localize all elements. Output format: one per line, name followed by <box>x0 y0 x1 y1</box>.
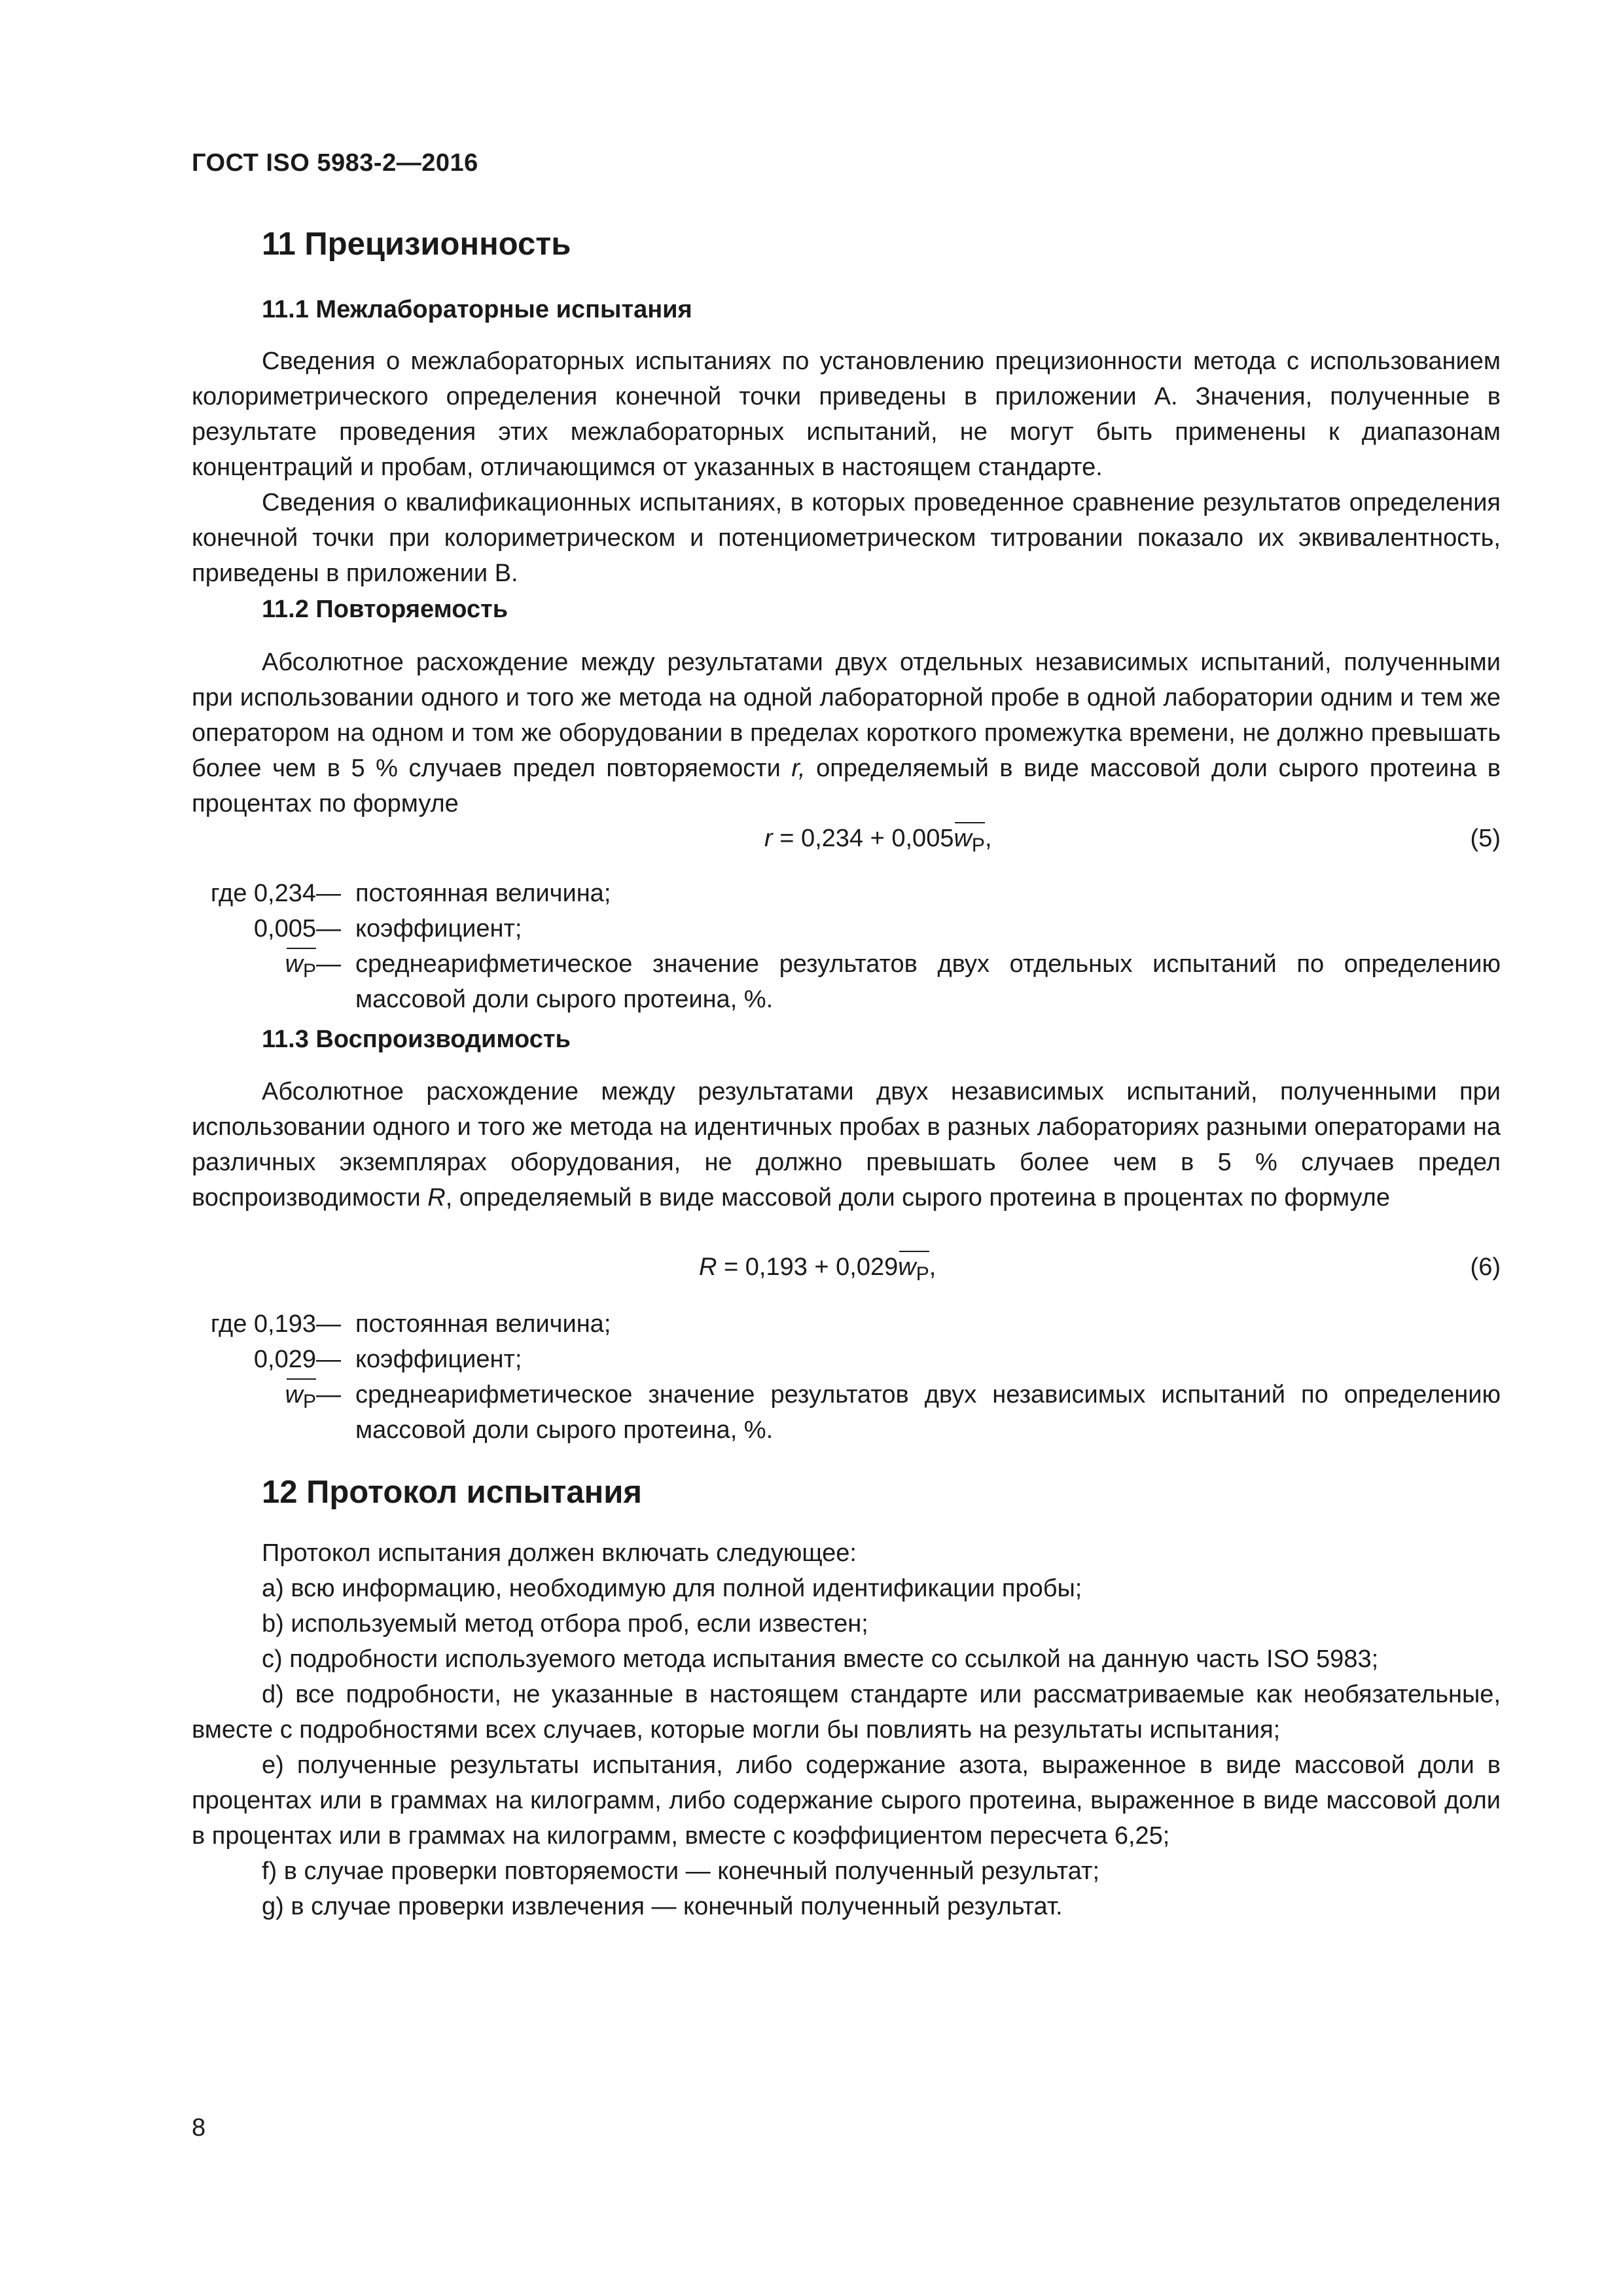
section-11-3-title: 11.3 Воспроизводимость <box>262 1026 571 1053</box>
section-12-title: 12 Протокол испытания <box>262 1475 642 1510</box>
section-11-1-paragraph-2: Сведения о квалификационных испытаниях, в которых проведенное сравнение результатов определения конечной точки при колориметрическом и потенциометрическом титровании показало их эквивалентность, приведены в приложении В. <box>192 489 1501 587</box>
section-11-2-paragraph: Абсолютное расхождение между результатами двух отдельных независимых испытаний, полученными при использовании одного и того же метода на одной лабораторной пробе в одной лаборатории одним и тем же оператором на одном и том же оборудовании в пределах короткого промежутка времени, не должно превышать более чем в 5 % случаев предел повторяемости r, определяемый в виде массовой доли сырого протеина в процентах по формуле <box>192 649 1501 817</box>
list-item: e) полученные результаты испытания, либо содержание азота, выраженное в виде массовой доли в процентах или в граммах на килограмм, либо содержание сырого протеина, выраженное в виде массовой доли в процентах или в граммах на килограмм, вместе с коэффициентом пересчета 6,25; <box>192 1751 1501 1850</box>
list-item: b) используемый метод отбора проб, если известен; <box>262 1610 868 1638</box>
legend-row: 0,005 — коэффициент; <box>253 915 522 942</box>
document-header: ГОСТ ISO 5983-2—2016 <box>192 149 478 177</box>
section-11-2-title: 11.2 Повторяемость <box>262 596 508 623</box>
section-12-list <box>192 1535 1501 1924</box>
legend-row: где 0,193 — постоянная величина; <box>210 1310 611 1338</box>
formula-number: (5) <box>1470 825 1501 852</box>
document-page: ГОСТ ISO 5983-2—2016 11 Прецизионность 11.1 Межлабораторные испытания Сведения о межлабораторных испытаниях по установлению прецизионности метода с использованием колориметрического определения конечной точки приведены в приложении А. Значения, полученные в результате проведения этих межлабораторных испытаний, не могут быть применены к диапазонам концентраций и пробам, отличающимся от указанных в настоящем стандарте. Сведения о квалификационных испытаниях, в которых проведенное сравнение результатов определения конечной точки при колориметрическом и потенциометрическом титровании показало их эквивалентность, приведены в приложении В. 11.2 Повторяемость Абсолютное расхождение между результатами двух отдельных независимых испытаний, полученными при использовании одного и того же метода на одной лабораторной пробе в одной лаборатории одним и тем же оператором на одном и том же оборудовании в пределах короткого промежутка времени, не должно превышать более чем в 5 % случаев предел повторяемости r, определяемый в виде массовой доли сырого протеина в процентах по формуле r = 0,234 + 0,005 $w_P$, (5) где 0,234 — постоянная величина; 0,005 — коэффициент; $w_P$ — среднеарифметическое значение результатов двух отдельных испытаний по определению массовой доли сырого протеина, %. 11.3 Воспроизводимость Абсолютное расхождение между результатами двух независимых испытаний, полученными при использовании одного и того же метода на идентичных пробах в разных лабораториях разными операторами на различных экземплярах оборудования, не должно превышать более чем в 5 % случаев предел воспроизводимости R, определяемый в виде массовой доли сырого протеина в процентах по формуле R = 0,193 + 0,029 $w_P$, (6) где 0,193 — постоянная величина; 0,029 — коэффициент; $w_P$ — среднеарифметическое значение результатов двух независимых испытаний по определению массовой доли сырого протеина, %. 12 Протокол испытания Протокол испытания должен включать следующее: a) всю информацию, необходимую для полной идентификации пробы; b) используемый метод отбора проб, если известен; c) подробности используемого метода испытания вместе со ссылкой на данную часть ISO 5983; d) все подробности, не указанные в настоящем стандарте или рассматриваемые как необязательные, вместе с подробностями всех случаев, которые могли бы повлиять на результаты испытания; e) полученные результаты испытания, либо содержание азота, выраженное в виде массовой доли в процентах или в граммах на килограмм, либо содержание сырого протеина, выраженное в виде массовой доли в процентах или в граммах на килограмм, вместе с коэффициентом пересчета 6,25; f) в случае проверки повторяемости — конечный полученный результат; g) в случае проверки извлечения — конечный полученный результат. 8 <box>192 149 1501 2142</box>
formula-6-legend <box>192 1306 1501 1448</box>
legend-row: $w_P$ — среднеарифметическое значение результатов двух отдельных испытаний по определению массовой доли сырого протеина, %. <box>192 946 1501 1017</box>
list-item: f) в случае проверки повторяемости — конечный полученный результат; <box>262 1857 1099 1885</box>
legend-row: $w_P$ — среднеарифметическое значение результатов двух независимых испытаний по определению массовой доли сырого протеина, %. <box>192 1377 1501 1448</box>
list-item: c) подробности используемого метода испытания вместе со ссылкой на данную часть ISO 5983; <box>262 1645 1379 1673</box>
list-item: g) в случае проверки извлечения — конечный полученный результат. <box>262 1893 1063 1920</box>
page-number: 8 <box>192 2114 206 2142</box>
legend-row: 0,029 — коэффициент; <box>253 1346 522 1373</box>
formula-number: (6) <box>1470 1253 1501 1281</box>
list-intro: Протокол испытания должен включать следующее: <box>262 1539 857 1567</box>
section-11-title: 11 Прецизионность <box>262 226 571 262</box>
section-11-1-title: 11.1 Межлабораторные испытания <box>262 296 692 323</box>
section-11-1-paragraph-1: Сведения о межлабораторных испытаниях по установлению прецизионности метода с использованием колориметрического определения конечной точки приведены в приложении А. Значения, полученные в результате проведения этих межлабораторных испытаний, не могут быть применены к диапазонам концентраций и пробам, отличающимся от указанных в настоящем стандарте. <box>192 348 1501 481</box>
list-item: a) всю информацию, необходимую для полной идентификации пробы; <box>262 1575 1082 1602</box>
legend-row: где 0,234 — постоянная величина; <box>210 880 611 907</box>
list-item: d) все подробности, не указанные в настоящем стандарте или рассматриваемые как необязательные, вместе с подробностями всех случаев, которые могли бы повлиять на результаты испытания; <box>192 1681 1501 1744</box>
section-11-3-paragraph: Абсолютное расхождение между результатами двух независимых испытаний, полученными при использовании одного и того же метода на идентичных пробах в разных лабораториях разными операторами на различных экземплярах оборудования, не должно превышать более чем в 5 % случаев предел воспроизводимости R, определяемый в виде массовой доли сырого протеина в процентах по формуле <box>192 1078 1501 1211</box>
formula-5-legend <box>192 876 1501 1017</box>
